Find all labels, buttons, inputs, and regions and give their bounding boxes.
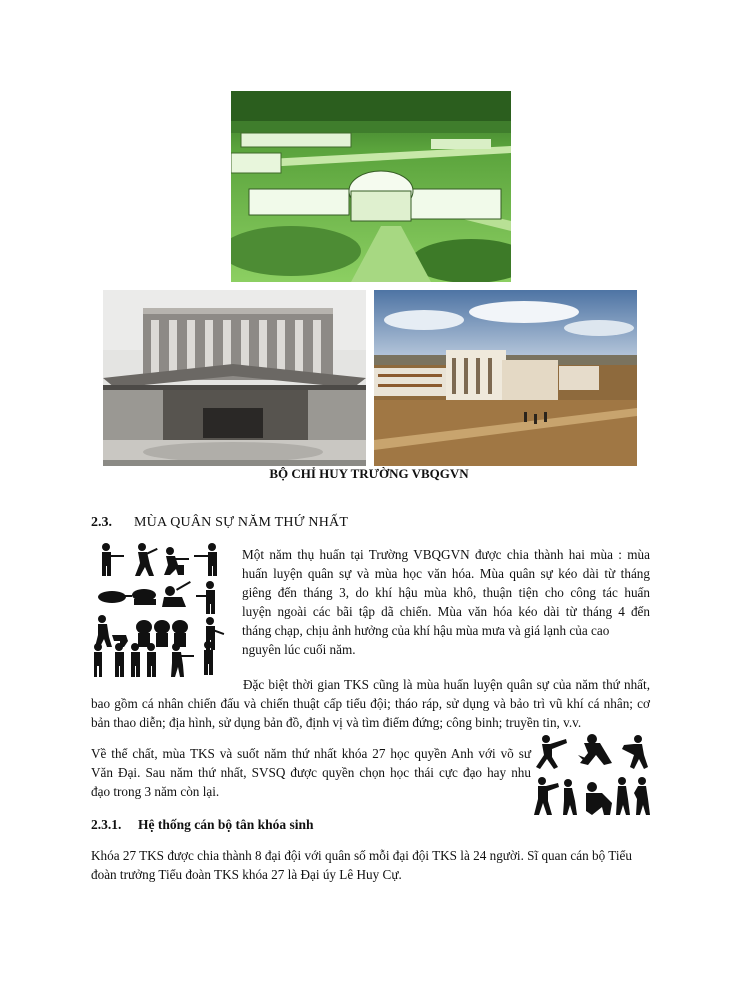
martial-arts-silhouettes-illustration [532, 733, 652, 818]
training-paragraph: Đặc biệt thời gian TKS cũng là mùa huấn luyện quân sự của năm thứ nhất, bao gồm cá nhân chiến đấu và chiến thuật cấp tiểu đội; tháo ráp, sử dụng và bảo trì vũ khí cá nhân; cơ bản thao diễn; địa hình, sử dụng bản đồ, định vị và tìm điểm đứng; công binh; truyền tin, v.v. [91, 677, 650, 730]
section-title: MÙA QUÂN SỰ NĂM THỨ NHẤT [134, 515, 349, 530]
intro-line-4: luyện ngoài các bãi tập dã chiến. Mùa văn hóa kéo dài từ tháng 4 đến [242, 604, 650, 619]
barracks-landscape-photo [374, 290, 637, 466]
intro-paragraph [242, 545, 650, 659]
intro-line-5: tháng chạp, chịu ảnh hưởng của khí hậu mùa mưa và giá lạnh của cao [242, 623, 610, 638]
physical-line-1: Về thể chất, mùa TKS và suốt năm thứ nhất khóa 27 học quyền Anh với võ sư [91, 746, 531, 761]
physical-line-2: Văn Đại. Sau năm thứ nhất, SVSQ được quyền chọn học thái cực đạo hay nhu [91, 765, 531, 780]
command-building-photo [103, 290, 366, 466]
intro-line-6: nguyên lúc cuối năm. [242, 642, 356, 657]
aerial-campus-photo [231, 91, 511, 282]
photo-caption: BỘ CHỈ HUY TRƯỜNG VBQGVN [269, 466, 469, 481]
physical-line-3: đạo trong 3 năm còn lại. [91, 784, 220, 799]
intro-line-2: huấn luyện quân sự và mùa học văn hóa. Mùa quân sự kéo dài từ tháng [242, 566, 650, 581]
intro-line-1: Một năm thụ huấn tại Trường VBQGVN được chia thành hai mùa : mùa [242, 547, 650, 562]
subsection-title: Hệ thống cán bộ tân khóa sinh [138, 817, 314, 832]
section-number: 2.3. [91, 515, 112, 530]
intro-line-3: giêng đến tháng 3, do khí hậu mùa khô, thuận tiện cho công tác huấn [242, 585, 650, 600]
physical-training-paragraph [91, 744, 531, 801]
subsection-number: 2.3.1. [91, 817, 122, 832]
soldiers-silhouettes-illustration [90, 539, 228, 677]
cadre-paragraph: Khóa 27 TKS được chia thành 8 đại đội với quân số mỗi đại đội TKS là 24 người. Sĩ quan cán bộ Tiểu đoàn trưởng Tiểu đoàn TKS khóa 27 là Đại úy Lê Huy Cự. [91, 848, 632, 882]
